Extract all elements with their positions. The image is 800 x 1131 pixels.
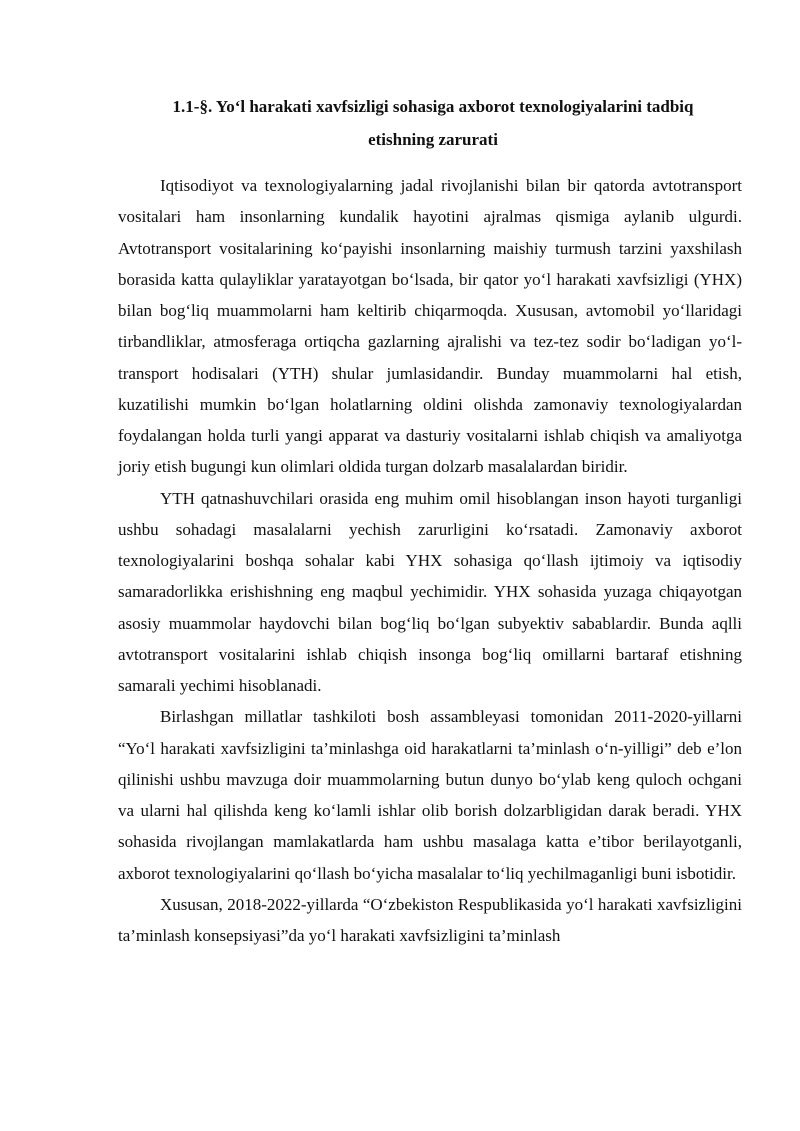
paragraph-1: Iqtisodiyot va texnologiyalarning jadal rivojlanishi bilan bir qatorda avtotransport vositalari ham insonlarning kundalik hayotini ajralmas qismiga aylanib ulgurdi. Avtotransport vositalarining ko‘payishi insonlarning maishiy turmush tarzini yaxshilash borasida katta qulayliklar yaratayotgan bo‘lsada, bir qator yo‘l harakati xavfsizligi (YHX) bilan bog‘liq muammolarni ham keltirib chiqarmoqda. Xususan, avtomobil yo‘llaridagi tirbandliklar, atmosferaga ortiqcha gazlarning ajralishi va tez-tez sodir bo‘ladigan yo‘l-transport hodisalari (YTH) shular jumlasidandir. Bunday muammolarni hal etish, kuzatilishi mumkin bo‘lgan holatlarning oldini olishda zamonaviy texnologiyalardan foydalangan holda turli yangi apparat va dasturiy vositalarni ishlab chiqish va amaliyotga joriy etish bugungi kun olimlari oldida turgan dolzarb masalalardan biridir. xyxy=(118,176,742,477)
paragraph-3: Birlashgan millatlar tashkiloti bosh assambleyasi tomonidan 2011-2020-yillarni “Yo‘l harakati xavfsizligini ta’minlashga oid harakatlarni ta’minlash o‘n-yilligi” deb e’lon qilinishi ushbu mavzuga doir muammolarning butun dunyo bo‘ylab keng quloch ochgani va ularni hal qilishda keng ko‘lamli ishlar olib borish dolzarbligidan darak beradi. YHX sohasida rivojlangan mamlakatlarda ham ushbu masalaga katta e’tibor berilayotganli, axborot texnologiyalarini qo‘llash bo‘yicha masalalar to‘liq yechilmaganligi buni isbotidir. xyxy=(118,707,742,883)
section-heading-line-2: etishning zarurati xyxy=(368,130,498,149)
body-text xyxy=(118,170,742,951)
paragraph-4: Xususan, 2018-2022-yillarda “O‘zbekiston Respublikasida yo‘l harakati xavfsizligini ta’minlash konsepsiyasi”da yo‘l harakati xavfsizligini ta’minlash xyxy=(118,894,742,945)
section-heading-line-1: 1.1-§. Yo‘l harakati xavfsizligi sohasiga axborot texnologiyalarini tadbiq xyxy=(172,97,694,116)
section-heading xyxy=(118,90,748,156)
paragraph-2: YTH qatnashuvchilari orasida eng muhim omil hisoblangan inson hayoti turganligi ushbu sohadagi masalalarni yechish zarurligini ko‘rsatadi. Zamonaviy axborot texnologiyalarini boshqa sohalar kabi YHX sohasiga qo‘llash ijtimoiy va iqtisodiy samaradorlikka erishishning eng maqbul yechimidir. YHX sohasida yuzaga chiqayotgan asosiy muammolar haydovchi bilan bog‘liq bo‘lgan subyektiv sabablardir. Bunda aqlli avtotransport vositalarini ishlab chiqish insonga bog‘liq omillarni bartaraf etishning samarali yechimi hisoblanadi. xyxy=(118,488,742,695)
